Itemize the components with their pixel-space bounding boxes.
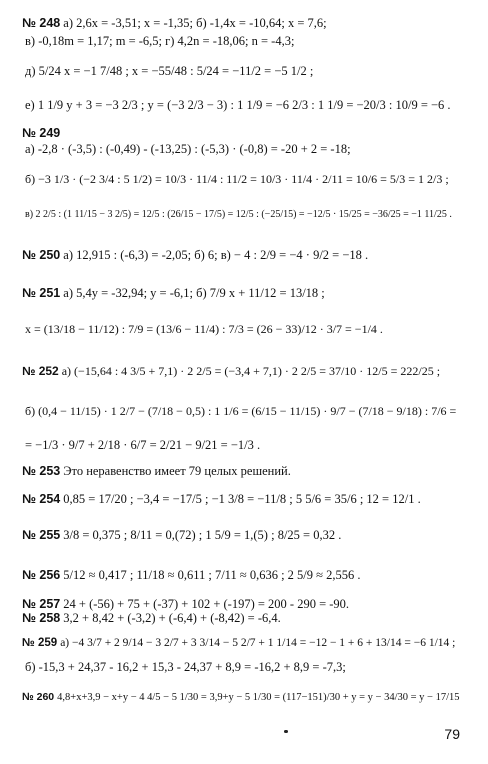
problem-number: № 249	[22, 126, 61, 140]
line-16	[22, 492, 421, 506]
line-7	[22, 172, 449, 186]
problem-number: № 248	[22, 16, 61, 30]
line-text: д) 5/24 x = −1 7/48 ; x = −55/48 : 5/24 = −11/2 = −5 1/2 ;	[25, 64, 314, 78]
line-text: 24 + (-56) + 75 + (-37) + 102 + (-197) = 200 - 290 = -90.	[63, 597, 350, 611]
line-8	[22, 208, 452, 222]
line-9	[22, 248, 368, 262]
line-17	[22, 528, 341, 542]
line-text: в) -0,18m = 1,17; m = -6,5; г) 4,2n = -18,06; n = -4,3;	[25, 34, 295, 48]
line-6	[22, 142, 351, 156]
problem-number: № 254	[22, 492, 61, 506]
line-22	[22, 660, 346, 674]
line-text: а) −4 3/7 + 2 9/14 − 3 2/7 + 3 3/14 − 5 2/7 + 1 1/14 = −12 − 1 + 6 + 13/14 = −6 1/14 ;	[60, 637, 456, 649]
line-text: 4,8+x+3,9 − x+y − 4 4/5 − 5 1/30 = 3,9+y − 5 1/30 = (117−151)/30 + y = y − 34/30 = y − 17/15	[57, 692, 460, 703]
problem-number: № 260	[22, 691, 55, 703]
line-12	[22, 364, 440, 378]
line-5	[22, 126, 63, 140]
line-15	[22, 464, 291, 478]
line-18	[22, 568, 361, 582]
page-number: 79	[444, 726, 460, 742]
problem-number: № 251	[22, 286, 61, 300]
line-19	[22, 597, 349, 611]
line-3	[22, 64, 313, 78]
line-20	[22, 611, 281, 625]
line-text: а) 12,915 : (-6,3) = -2,05; б) 6; в) − 4 : 2/9 = −4 · 9/2 = −18 .	[63, 248, 369, 262]
line-text: а) 2,6x = -3,51; x = -1,35; б) -1,4x = -10,64; x = 7,6;	[63, 16, 327, 30]
problem-number: № 252	[22, 364, 59, 378]
problem-number: № 259	[22, 637, 58, 649]
problem-number: № 253	[22, 464, 61, 478]
line-text: x = (13/18 − 11/12) : 7/9 = (13/6 − 11/4) : 7/3 = (26 − 33)/12 · 3/7 = −1/4 .	[25, 322, 383, 336]
line-13	[22, 404, 456, 418]
line-text: б) (0,4 − 11/15) · 1 2/7 − (7/18 − 0,5) : 1 1/6 = (6/15 − 11/15) · 9/7 − (7/18 − 9/18) : 7/6 =	[25, 404, 457, 418]
line-text: е) 1 1/9 y + 3 = −3 2/3 ; y = (−3 2/3 − 3) : 1 1/9 = −6 2/3 : 1 1/9 = −20/3 : 10/9 = −6 .	[25, 98, 451, 112]
line-text: б) -15,3 + 24,37 - 16,2 + 15,3 - 24,37 + 8,9 = -16,2 + 8,9 = -7,3;	[25, 660, 346, 674]
line-text: а) (−15,64 : 4 3/5 + 7,1) · 2 2/5 = (−3,4 + 7,1) · 2 2/5 = 37/10 · 12/5 = 222/25 ;	[61, 364, 441, 378]
ink-speck	[284, 730, 288, 733]
problem-number: № 256	[22, 568, 61, 582]
line-2	[22, 34, 294, 48]
line-10	[22, 286, 325, 300]
line-4	[22, 98, 451, 112]
line-text: Это неравенство имеет 79 целых решений.	[63, 464, 291, 478]
line-text: 3,2 + 8,42 + (-3,2) + (-6,4) + (-8,42) = -6,4.	[63, 611, 281, 625]
problem-number: № 255	[22, 528, 61, 542]
line-11	[22, 322, 383, 336]
line-text: 3/8 = 0,375 ; 8/11 = 0,(72) ; 1 5/9 = 1,(5) ; 8/25 = 0,32 .	[63, 528, 342, 542]
line-text: = −1/3 · 9/7 + 2/18 · 6/7 = 2/21 − 9/21 = −1/3 .	[25, 438, 261, 452]
line-21	[22, 636, 455, 650]
problem-number: № 250	[22, 248, 61, 262]
line-text: а) 5,4y = -32,94; y = -6,1; б) 7/9 x + 11/12 = 13/18 ;	[63, 286, 325, 300]
line-14	[22, 438, 260, 452]
problem-number: № 258	[22, 611, 61, 625]
line-text: а) -2,8 · (-3,5) : (-0,49) - (-13,25) : (-5,3) · (-0,8) = -20 + 2 = -18;	[25, 142, 351, 156]
line-1	[22, 16, 327, 30]
line-text: 0,85 = 17/20 ; −3,4 = −17/5 ; −1 3/8 = −11/8 ; 5 5/6 = 35/6 ; 12 = 12/1 .	[63, 492, 421, 506]
line-text: в) 2 2/5 : (1 11/15 − 3 2/5) = 12/5 : (26/15 − 17/5) = 12/5 : (−25/15) = −12/5 · 15/25 = −36/25 = −1 11/25 .	[25, 209, 452, 220]
line-text: б) −3 1/3 · (−2 3/4 : 5 1/2) = 10/3 · 11/4 : 11/2 = 10/3 · 11/4 · 2/11 = 10/6 = 5/3 = 1 2/3 ;	[25, 172, 449, 186]
line-text: 5/12 ≈ 0,417 ; 11/18 ≈ 0,611 ; 7/11 ≈ 0,636 ; 2 5/9 ≈ 2,556 .	[63, 568, 361, 582]
problem-number: № 257	[22, 597, 61, 611]
line-23	[22, 690, 460, 705]
